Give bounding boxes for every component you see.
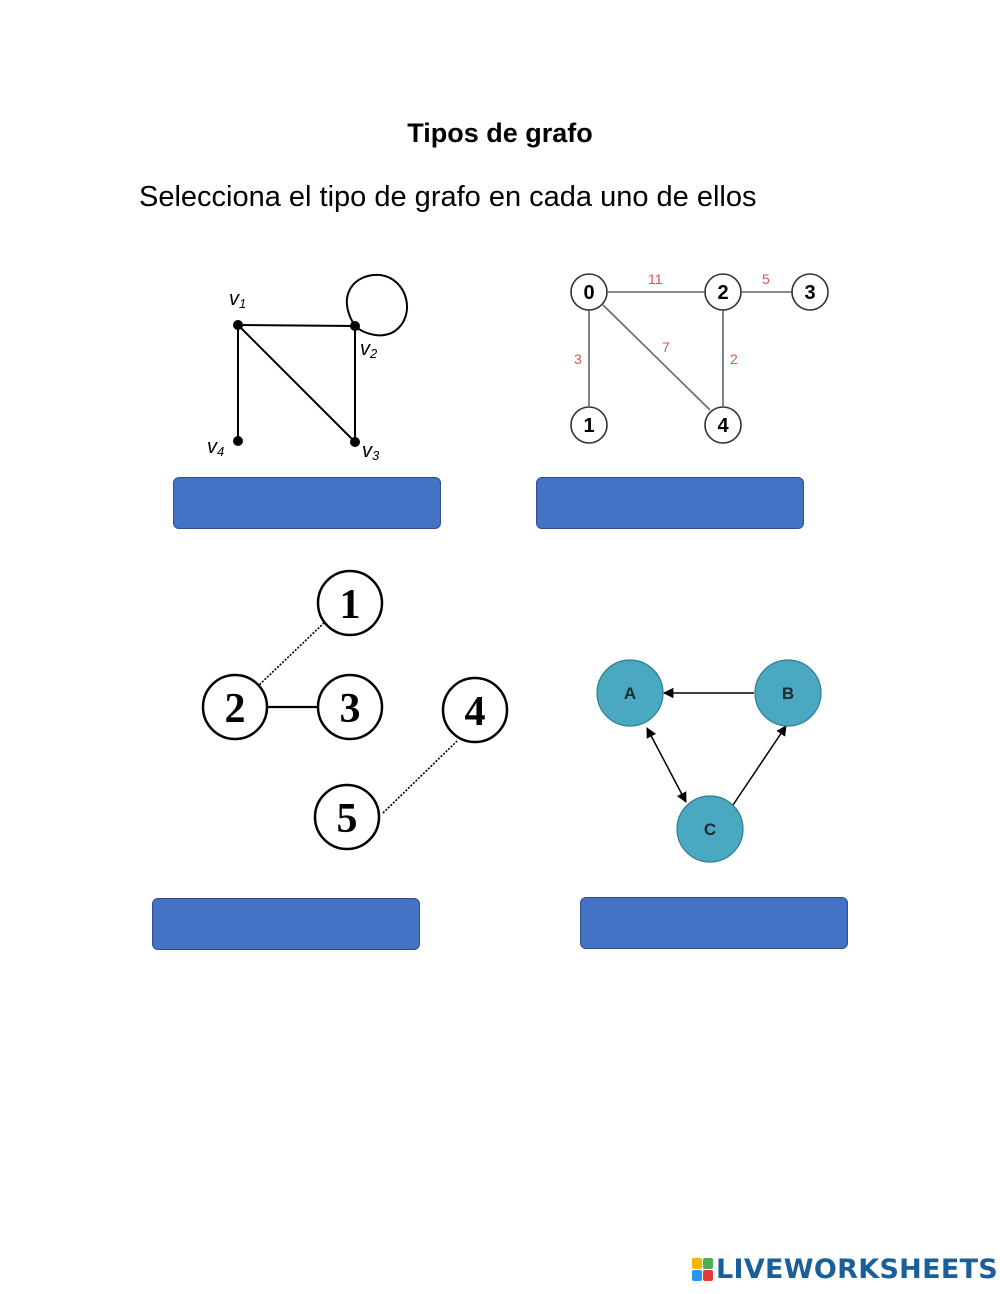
node-label-0: 0	[583, 282, 595, 304]
node-label-a: A	[623, 684, 637, 703]
vertex-v1	[233, 320, 243, 330]
label-v4: v4	[207, 436, 225, 459]
edge-v1-v3	[238, 325, 355, 442]
vertex-v4	[233, 436, 243, 446]
node-label-1: 1	[583, 415, 595, 437]
answer-field-3[interactable]	[152, 898, 420, 950]
instruction-text: Selecciona el tipo de grafo en cada uno de ellos	[139, 181, 757, 213]
node-label-3: 3	[804, 282, 816, 304]
answer-field-4[interactable]	[580, 897, 848, 949]
page-title: Tipos de grafo	[407, 118, 593, 148]
graph-1-diagram	[195, 265, 425, 470]
edge-5-4	[383, 741, 457, 813]
answer-field-2[interactable]	[536, 477, 804, 529]
node-label-2: 2	[224, 686, 246, 732]
node-label-1: 1	[339, 582, 361, 628]
edge-0-4	[603, 305, 710, 410]
node-label-5: 5	[336, 796, 358, 842]
answer-field-1[interactable]	[173, 477, 441, 529]
graph-4-diagram	[590, 655, 835, 870]
brand-name: LIVEWORKSHEETS	[716, 1253, 999, 1285]
node-label-2: 2	[717, 282, 729, 304]
weight-0-2: 11	[648, 271, 663, 287]
node-label-b: B	[781, 684, 795, 703]
edge-v1-v2	[238, 325, 355, 326]
node-label-4: 4	[464, 689, 486, 735]
node-label-3: 3	[339, 686, 361, 732]
weight-0-1: 3	[574, 351, 582, 367]
logo-icon	[692, 1258, 713, 1281]
weight-0-4: 7	[662, 339, 670, 355]
edge-c-b	[733, 726, 786, 805]
liveworksheets-logo	[692, 1252, 998, 1286]
graph-2-diagram	[560, 262, 840, 452]
label-v2: v2	[360, 338, 378, 361]
vertex-v2	[350, 321, 360, 331]
edge-a-c	[647, 728, 686, 802]
label-v1: v1	[229, 288, 247, 311]
label-v3: v3	[362, 440, 380, 463]
node-label-c: C	[703, 820, 717, 839]
graph-3-diagram	[195, 565, 525, 860]
weight-2-4: 2	[730, 351, 738, 367]
weight-2-3: 5	[762, 271, 770, 287]
vertex-v3	[350, 437, 360, 447]
node-label-4: 4	[717, 415, 729, 437]
label-v1-text: 1	[239, 296, 247, 311]
edge-2-1	[257, 620, 327, 687]
